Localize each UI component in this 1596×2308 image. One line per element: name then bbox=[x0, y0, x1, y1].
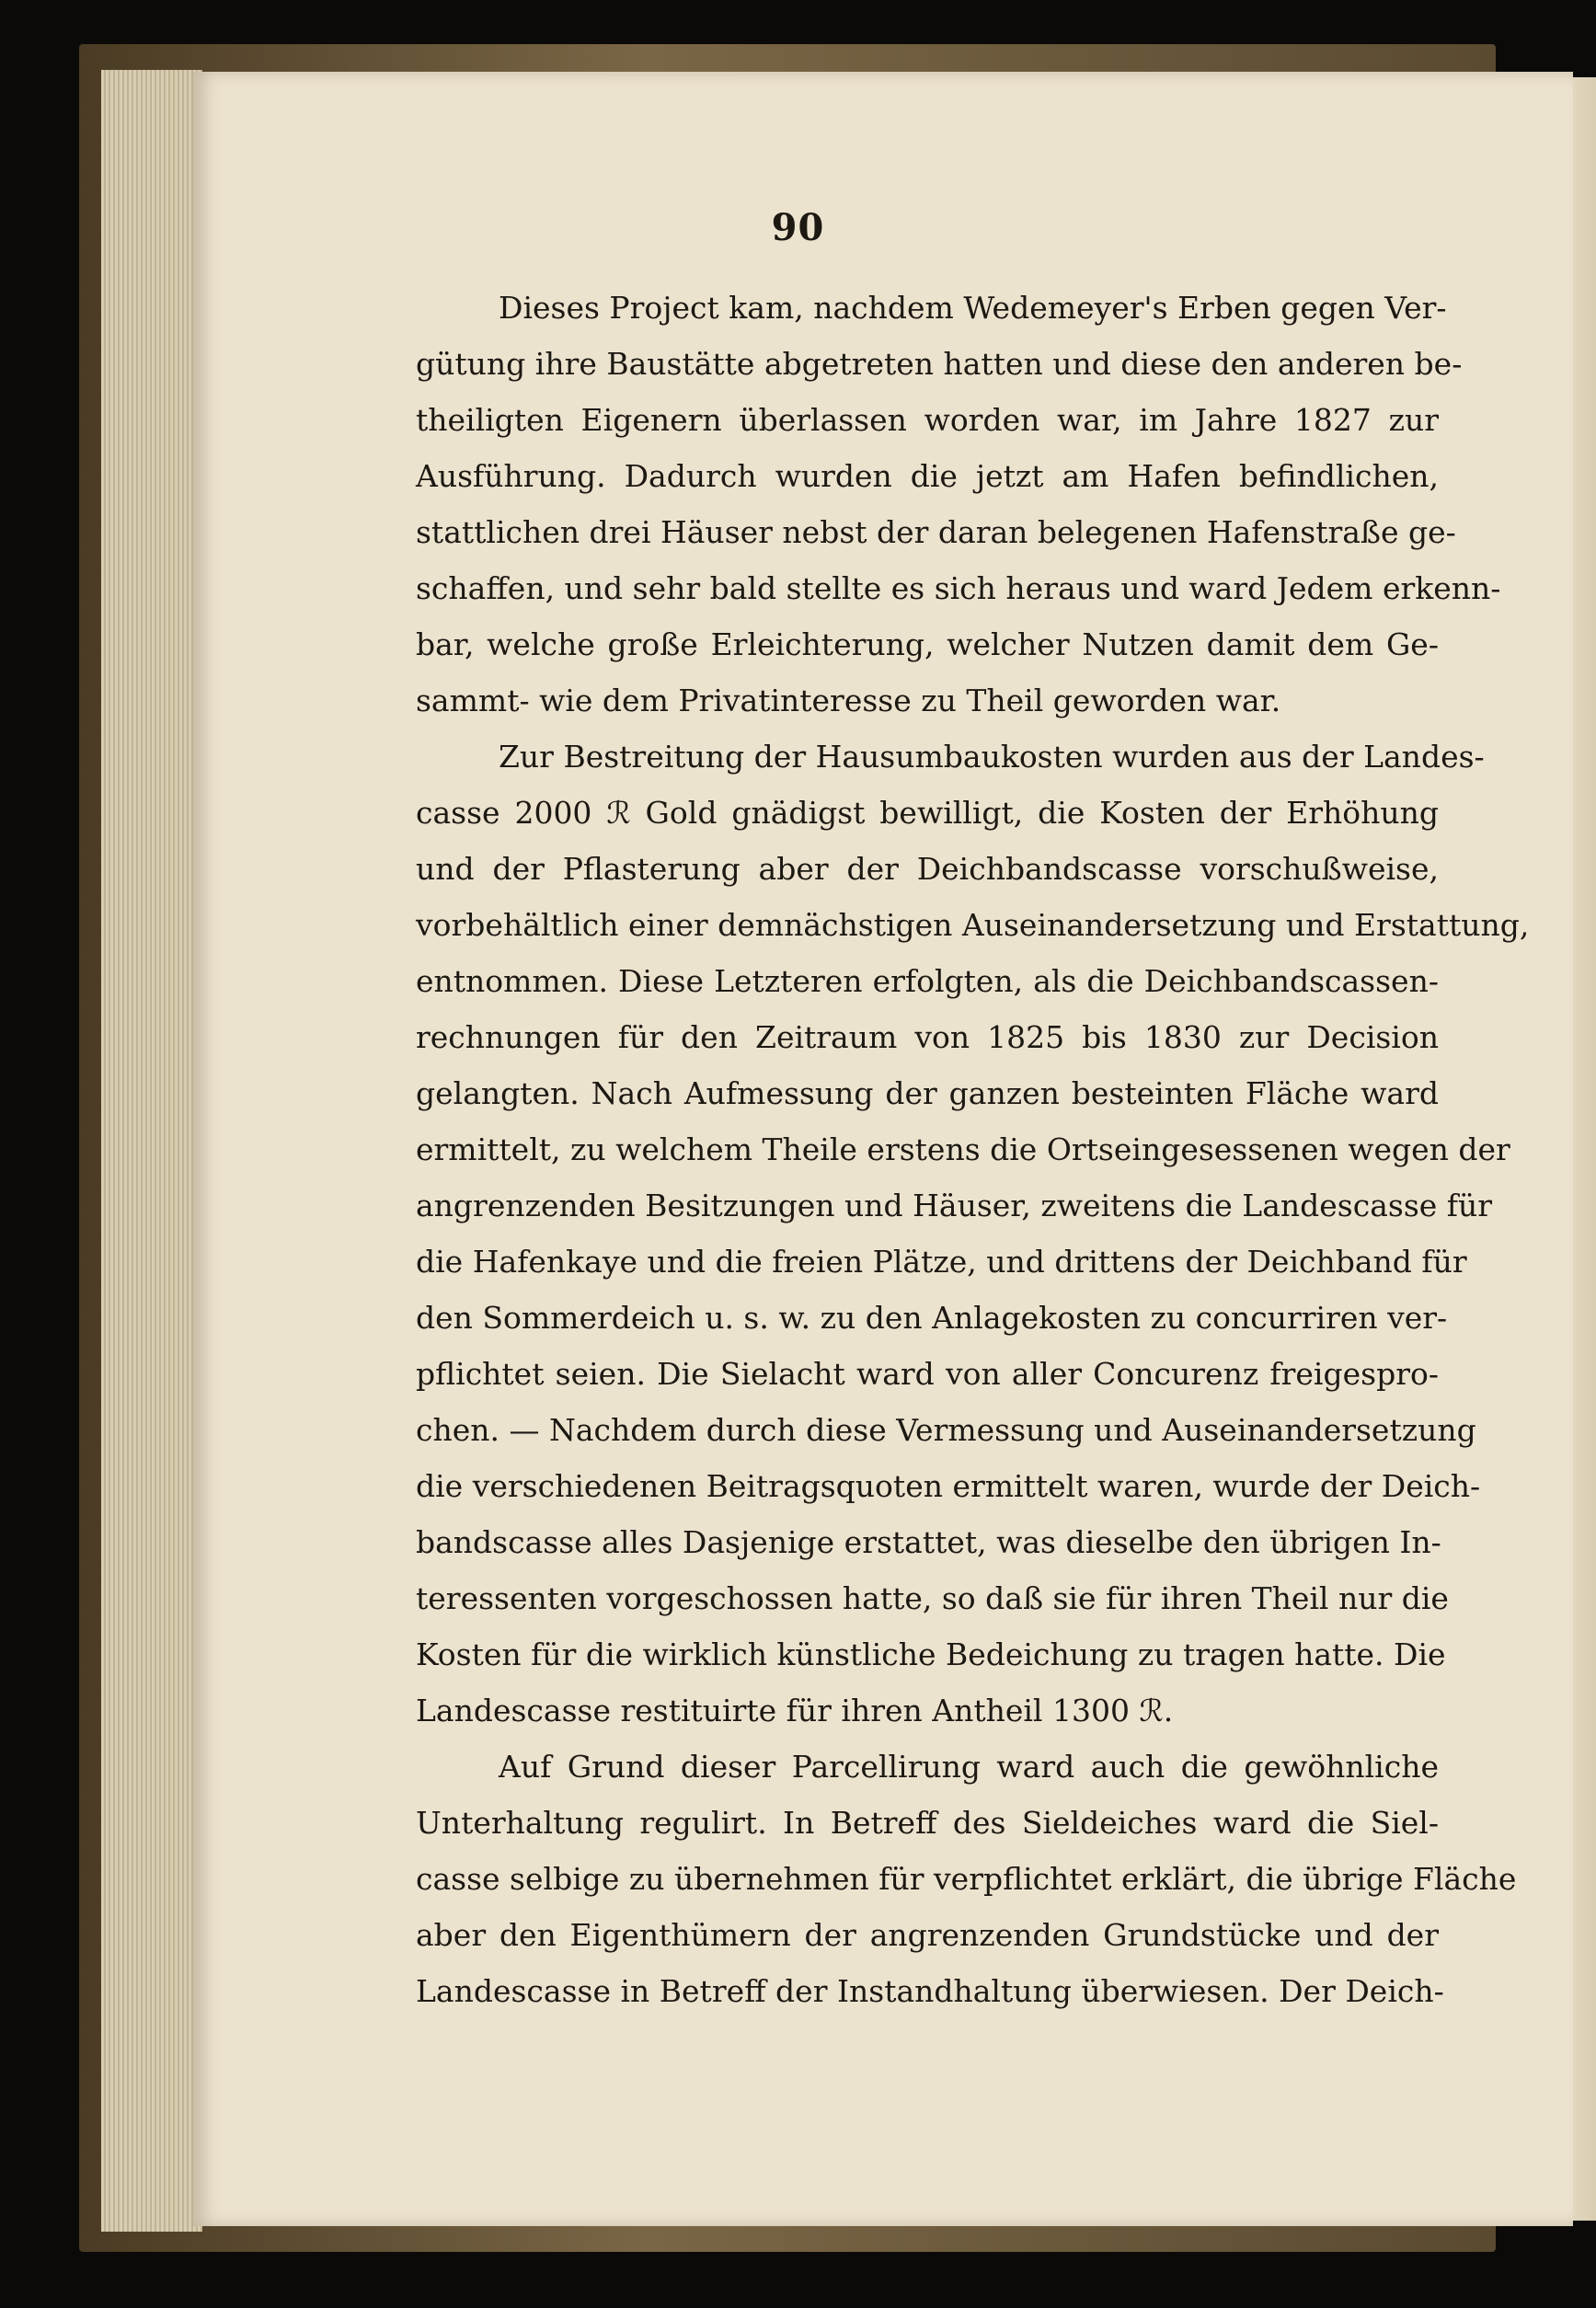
text-line: die verschiedenen Beitragsquoten ermittelt waren, wurde der Deich- bbox=[416, 1468, 1481, 1504]
text-line: Kosten für die wirklich künstliche Bedeichung zu tragen hatte. Die bbox=[416, 1636, 1446, 1672]
text-line: bar, welche große Erleichterung, welcher Nutzen damit dem Ge- bbox=[416, 626, 1439, 662]
text-line: schaffen, und sehr bald stellte es sich heraus und ward Jedem erkenn- bbox=[416, 570, 1501, 606]
text-line: vorbehältlich einer demnächstigen Auseinandersetzung und Erstattung, bbox=[416, 907, 1530, 943]
text-line: aber den Eigenthümern der angrenzenden Grundstücke und der bbox=[416, 1917, 1439, 1953]
text-line: theiligten Eigenern überlassen worden war, im Jahre 1827 zur bbox=[416, 402, 1439, 438]
text-line: bandscasse alles Dasjenige erstattet, was dieselbe den übrigen In- bbox=[416, 1524, 1441, 1560]
text-line: die Hafenkaye und die freien Plätze, und drittens der Deichband für bbox=[416, 1244, 1467, 1280]
page-edges bbox=[101, 70, 202, 2232]
text-line: Landescasse restituirte für ihren Antheil 1300 ℛ. bbox=[416, 1693, 1174, 1728]
page-number: 90 bbox=[771, 206, 825, 249]
text-line: sammt- wie dem Privatinteresse zu Theil geworden war. bbox=[416, 683, 1281, 718]
text-line: ermittelt, zu welchem Theile erstens die Ortseingesessenen wegen der bbox=[416, 1131, 1510, 1167]
text-line: angrenzenden Besitzungen und Häuser, zweitens die Landescasse für bbox=[416, 1188, 1493, 1223]
text-line: rechnungen für den Zeitraum von 1825 bis 1830 zur Decision bbox=[416, 1019, 1439, 1055]
text-line: entnommen. Diese Letzteren erfolgten, als die Deichbandscassen- bbox=[416, 963, 1439, 999]
text-line: Zur Bestreitung der Hausumbaukosten wurden aus der Landes- bbox=[499, 739, 1485, 775]
text-line: pflichtet seien. Die Sielacht ward von aller Concurenz freigespro- bbox=[416, 1356, 1439, 1392]
text-line: casse 2000 ℛ Gold gnädigst bewilligt, die Kosten der Erhöhung bbox=[416, 795, 1439, 831]
text-line: Landescasse in Betreff der Instandhaltung überwiesen. Der Deich- bbox=[416, 1973, 1444, 2009]
text-line: stattlichen drei Häuser nebst der daran belegenen Hafenstraße ge- bbox=[416, 514, 1456, 550]
text-line: und der Pflasterung aber der Deichbandscasse vorschußweise, bbox=[416, 851, 1439, 887]
text-line: gütung ihre Baustätte abgetreten hatten und diese den anderen be- bbox=[416, 346, 1463, 382]
text-line: Dieses Project kam, nachdem Wedemeyer's Erben gegen Ver- bbox=[499, 290, 1447, 326]
text-line: Ausführung. Dadurch wurden die jetzt am Hafen befindlichen, bbox=[416, 458, 1439, 494]
text-line: teressenten vorgeschossen hatte, so daß sie für ihren Theil nur die bbox=[416, 1580, 1449, 1616]
text-line: gelangten. Nach Aufmessung der ganzen besteinten Fläche ward bbox=[416, 1075, 1439, 1111]
text-line: den Sommerdeich u. s. w. zu den Anlagekosten zu concurriren ver- bbox=[416, 1300, 1448, 1336]
text-line: Unterhaltung regulirt. In Betreff des Sieldeiches ward die Siel- bbox=[416, 1805, 1439, 1841]
text-line: casse selbige zu übernehmen für verpflichtet erklärt, die übrige Fläche bbox=[416, 1861, 1517, 1897]
text-line: Auf Grund dieser Parcellirung ward auch die gewöhnliche bbox=[499, 1749, 1439, 1785]
body-text bbox=[416, 280, 1530, 2019]
text-line: chen. — Nachdem durch diese Vermessung und Auseinandersetzung bbox=[416, 1412, 1476, 1448]
